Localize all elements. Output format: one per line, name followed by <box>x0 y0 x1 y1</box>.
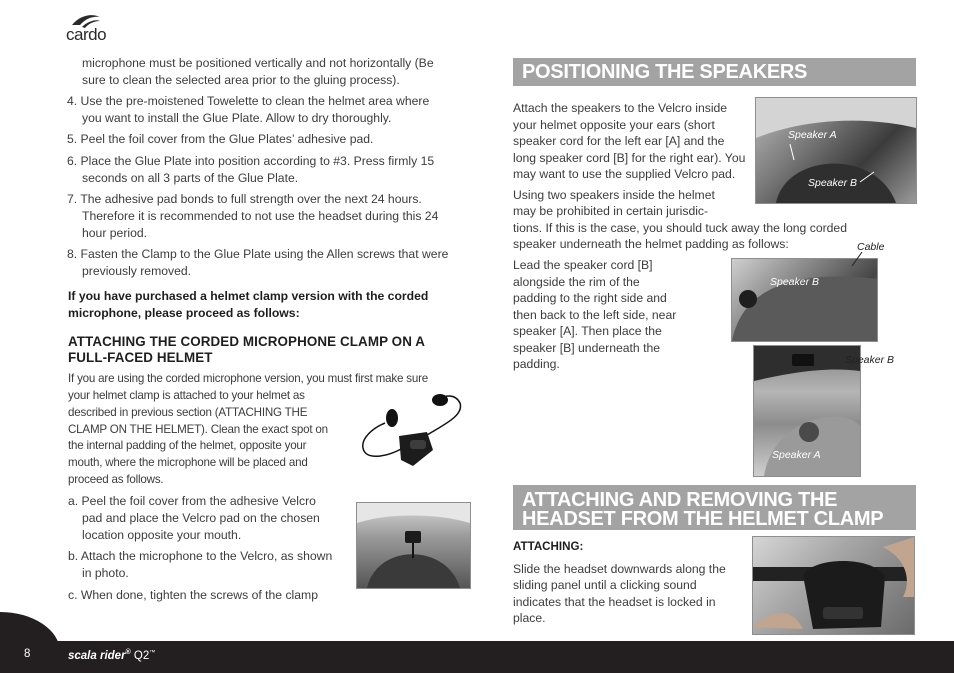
product-model: Q2 <box>133 649 150 662</box>
note-line-1: If you have purchased a helmet clamp version with the corded <box>68 289 429 303</box>
intro-line-7: proceed as follows. <box>68 473 164 486</box>
speakers-p3-line-6: speaker [B] underneath the <box>513 341 661 355</box>
step-8-line-2: previously removed. <box>82 264 192 278</box>
speakers-p1-line-4: long speaker cord [B] for the right ear). You <box>513 151 746 165</box>
step-4-line-2: you want to install the Glue Plate. Allow to dry thoroughly. <box>82 111 392 125</box>
headset-clamp-photo <box>752 536 915 635</box>
page-footer <box>0 641 954 673</box>
continued-line-1: microphone must be positioned vertically and not horizontally (Be <box>82 56 434 70</box>
banner-headset-line-2: HEADSET FROM THE HELMET CLAMP <box>522 508 884 530</box>
product-registered: ® <box>125 649 131 656</box>
step-a-line-1: a. Peel the foil cover from the adhesive Velcro <box>68 494 316 508</box>
speakers-photo-2 <box>731 258 878 342</box>
section-heading-line-1: ATTACHING THE CORDED MICROPHONE CLAMP ON A <box>68 334 426 349</box>
note-line-2: microphone, please proceed as follows: <box>68 306 300 320</box>
section-banner-speakers <box>513 58 916 86</box>
speakers-p1-line-5: may want to use the supplied Velcro pad. <box>513 167 736 181</box>
step-5: 5. Peel the foil cover from the Glue Plates’ adhesive pad. <box>67 132 374 146</box>
label-speaker-b-3: Speaker B <box>845 354 895 366</box>
intro-line-2: your helmet clamp is attached to your helmet as <box>68 389 305 402</box>
speakers-p3-line-3: padding to the right side and <box>513 291 667 305</box>
label-speaker-a-1: Speaker A <box>788 129 837 141</box>
label-speaker-b-1: Speaker B <box>808 177 858 189</box>
step-7-line-1: 7. The adhesive pad bonds to full strength over the next 24 hours. <box>67 192 422 206</box>
speakers-p2-line-2: may be prohibited in certain jurisdic- <box>513 204 709 218</box>
step-a-line-3: location opposite your mouth. <box>82 528 242 542</box>
step-7-line-2: Therefore it is recommended to not use the headset during this 24 <box>82 209 439 223</box>
speakers-p3-line-5: speaker [A]. Then place the <box>513 324 662 338</box>
attaching-line-3: indicates that the headset is locked in <box>513 595 716 609</box>
speakers-photo-1 <box>755 97 917 204</box>
section-banner-headset <box>513 485 916 530</box>
continued-line-2: sure to clean the selected area prior to the gluing process). <box>82 73 400 87</box>
section-heading-line-2: FULL-FACED HELMET <box>68 350 213 365</box>
label-speaker-a-3: Speaker A <box>772 449 821 461</box>
step-b-line-1: b. Attach the microphone to the Velcro, as shown <box>68 549 333 563</box>
speakers-p3-line-7: padding. <box>513 357 560 371</box>
speakers-p1-line-2: your helmet opposite your ears (short <box>513 118 715 132</box>
step-c-line-1: c. When done, tighten the screws of the clamp <box>68 588 318 602</box>
cable-pointer-line <box>848 252 878 268</box>
attaching-line-2: sliding panel until a clicking sound <box>513 578 697 592</box>
step-b-line-2: in photo. <box>82 566 129 580</box>
speakers-p2-line-4: speaker underneath the helmet padding as follows: <box>513 237 789 251</box>
speakers-p2-line-1: Using two speakers inside the helmet <box>513 188 715 202</box>
speakers-p3-line-4: then back to the left side, near <box>513 308 677 322</box>
speakers-p3-line-1: Lead the speaker cord [B] <box>513 258 653 272</box>
intro-line-5: the internal padding of the helmet, opposite your <box>68 439 307 452</box>
logo-text: cardo <box>66 25 107 44</box>
intro-line-6: mouth, where the microphone will be placed and <box>68 456 308 469</box>
step-8-line-1: 8. Fasten the Clamp to the Glue Plate using the Allen screws that were <box>67 247 449 261</box>
product-name-text: scala rider <box>68 649 126 662</box>
product-name <box>68 649 155 662</box>
speakers-p1-line-3: speaker cord for the left ear [A] and the <box>513 134 725 148</box>
step-6-line-1: 6. Place the Glue Plate into position according to #3. Press firmly 15 <box>67 154 435 168</box>
intro-line-4: CLAMP ON THE HELMET). Clean the exact spot on <box>68 423 328 436</box>
speakers-p3-line-2: alongside the rim of the <box>513 275 640 289</box>
speakers-p1-line-1: Attach the speakers to the Velcro inside <box>513 101 728 115</box>
product-trademark: ™ <box>149 650 156 656</box>
step-4-line-1: 4. Use the pre-moistened Towelette to clean the helmet area where <box>67 94 430 108</box>
attaching-line-4: place. <box>513 611 546 625</box>
step-6-line-2: seconds on all 3 parts of the Glue Plate. <box>82 171 299 185</box>
speakers-p2-line-3: tions. If this is the case, you should tuck away the long corded <box>513 221 847 235</box>
intro-line-3: described in previous section (ATTACHING THE <box>68 406 308 419</box>
attaching-line-1: Slide the headset downwards along the <box>513 562 726 576</box>
attaching-heading: ATTACHING: <box>513 540 584 553</box>
banner-headset-line-1: ATTACHING AND REMOVING THE <box>522 489 838 511</box>
banner-speakers-title: POSITIONING THE SPEAKERS <box>522 61 808 83</box>
cardo-logo <box>66 13 116 43</box>
step-7-line-3: hour period. <box>82 226 148 240</box>
headset-microphone-photo <box>355 388 470 478</box>
intro-line-1: If you are using the corded microphone version, you must first make sure <box>68 372 428 385</box>
page-number: 8 <box>24 648 31 660</box>
label-speaker-b-2: Speaker B <box>770 276 820 288</box>
label-cable: Cable <box>857 241 885 253</box>
step-a-line-2: pad and place the Velcro pad on the chosen <box>82 511 320 525</box>
helmet-velcro-photo <box>356 502 471 589</box>
page-footer-curve <box>0 612 60 642</box>
